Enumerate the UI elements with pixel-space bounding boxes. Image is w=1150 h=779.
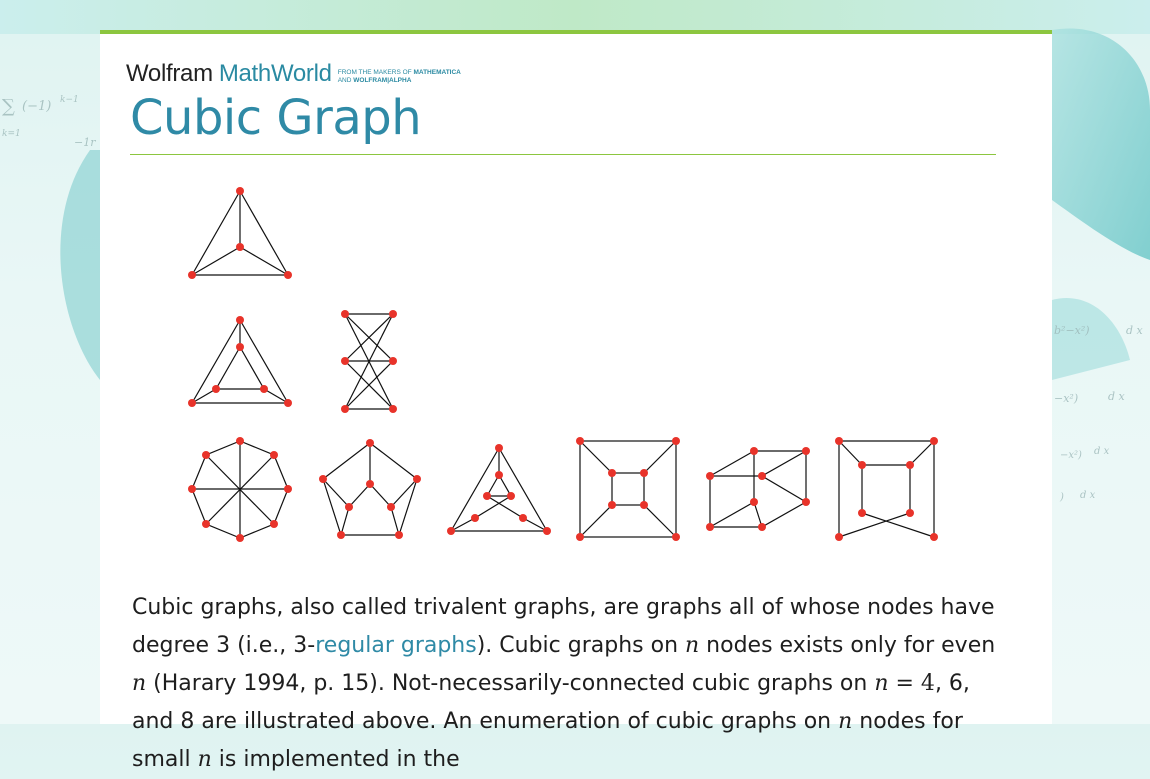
math-var-n: n bbox=[838, 709, 853, 734]
paragraph-text-4: (Harary 1994, p. 15). Not-necessarily-connected cubic graphs on bbox=[146, 671, 875, 696]
svg-text:−1r: −1r bbox=[74, 136, 96, 149]
svg-text:(−1): (−1) bbox=[22, 99, 52, 114]
tagline-part-1: FROM THE MAKERS OF bbox=[337, 69, 412, 76]
math-var-n: n bbox=[874, 671, 889, 696]
link-regular-graphs[interactable]: regular graphs bbox=[315, 633, 477, 658]
paragraph-text-6: nodes for small bbox=[132, 709, 963, 772]
graph-nodes bbox=[188, 187, 938, 542]
paragraph-text-1: Cubic graphs, also called trivalent graphs, are graphs all of whose nodes have degree 3 (i.e., 3- bbox=[132, 595, 995, 658]
svg-text:∑: ∑ bbox=[2, 96, 15, 117]
svg-text:d x: d x bbox=[1080, 490, 1096, 501]
paragraph-text-2: ). Cubic graphs on bbox=[476, 633, 686, 658]
page-title: Cubic Graph bbox=[130, 90, 422, 146]
brand-mathworld: MathWorld bbox=[218, 60, 332, 87]
math-var-n: n bbox=[132, 671, 147, 696]
tagline-wolframalpha: WOLFRAM|ALPHA bbox=[353, 76, 412, 84]
paragraph-text-5: , 6, and 8 are illustrated above. An enumeration of cubic graphs on bbox=[132, 671, 970, 734]
graph-k33 bbox=[345, 314, 393, 409]
math-var-n: n bbox=[685, 633, 700, 658]
paragraph-text-3: nodes exists only for even bbox=[699, 633, 996, 658]
svg-text:d x: d x bbox=[1094, 446, 1110, 457]
graph-twisted-cube bbox=[710, 451, 806, 527]
brand-wolfram: Wolfram bbox=[126, 60, 213, 87]
graph-edges bbox=[192, 191, 934, 538]
svg-text:): ) bbox=[1060, 492, 1064, 503]
content-card bbox=[100, 30, 1052, 772]
paragraph-text-7: is implemented in the bbox=[211, 747, 460, 772]
graph-nested-triangle bbox=[451, 448, 547, 531]
graph-crossed-square bbox=[839, 441, 934, 537]
math-var-n: n bbox=[197, 747, 212, 772]
cubic-graphs-figure bbox=[100, 34, 1052, 554]
graph-k4 bbox=[192, 191, 288, 275]
tagline-mathematica: MATHEMATICA bbox=[413, 69, 461, 76]
svg-text:b²−x²): b²−x²) bbox=[1054, 324, 1090, 337]
svg-text:k−1: k−1 bbox=[60, 95, 79, 105]
graph-cube bbox=[580, 441, 676, 537]
article-paragraph bbox=[132, 589, 1002, 779]
tagline-part-2: AND bbox=[337, 76, 352, 84]
svg-text:d x: d x bbox=[1126, 324, 1143, 337]
math-equation: = 4 bbox=[888, 671, 935, 696]
svg-text:−x²): −x²) bbox=[1060, 450, 1082, 461]
graph-pentagonal bbox=[323, 443, 417, 535]
svg-text:−x²): −x²) bbox=[1054, 392, 1079, 405]
svg-text:d x: d x bbox=[1108, 390, 1125, 403]
svg-text:k=1: k=1 bbox=[2, 129, 21, 139]
graph-prism bbox=[192, 320, 288, 403]
